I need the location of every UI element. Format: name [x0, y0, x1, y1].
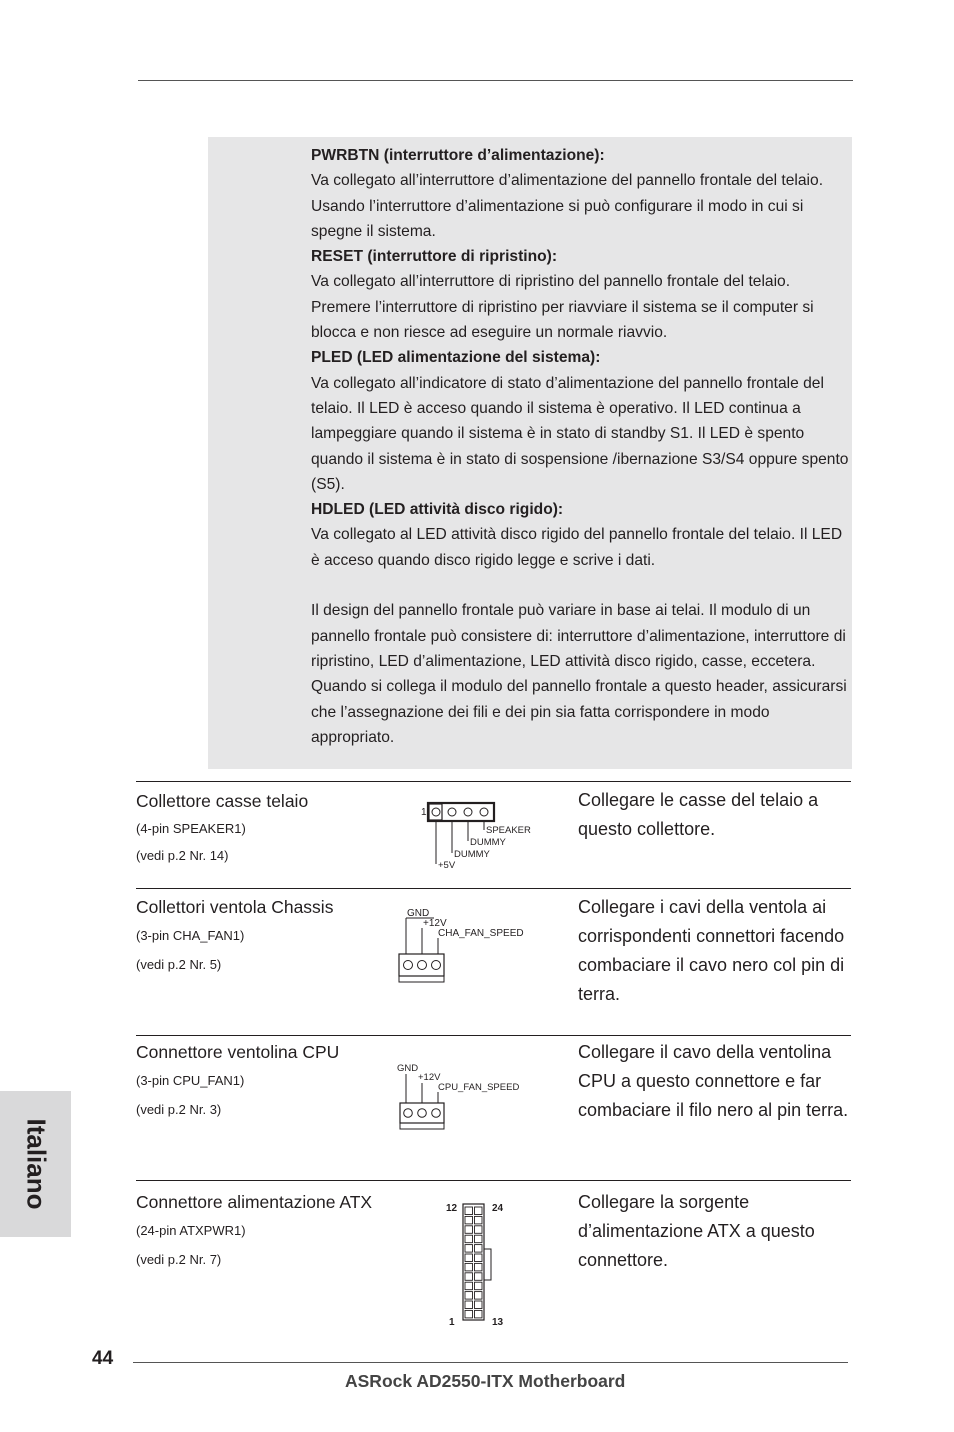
atx-pin — [465, 1207, 473, 1215]
spacer — [311, 573, 851, 598]
cpu-fan-title: Connettore ventolina CPU — [136, 1042, 340, 1062]
atx-pin — [475, 1273, 483, 1281]
atx-pin — [475, 1226, 483, 1234]
chassis-fan-pins: (3-pin CHA_FAN1) — [136, 928, 245, 943]
speaker-header-pins: (4-pin SPEAKER1) — [136, 821, 246, 836]
pin-24-label: 24 — [492, 1203, 504, 1214]
atx-pin — [475, 1282, 483, 1290]
row-divider — [136, 888, 851, 889]
pin-13-label: 13 — [492, 1317, 504, 1328]
atx-power-title: Connettore alimentazione ATX — [136, 1192, 373, 1212]
pled-text: Va collegato all’indicatore di stato d’alimentazione del pannello frontale del telaio. Il LED è acceso quando il sistema è operativo. Il LED continua a lampeggiare quando il sistema è in stato di standby S1. Il LED è spento quando il sistema è in stato di sospensione /ibernazione S3/S4 oppure spento (S5). — [311, 374, 849, 493]
atx-pin — [465, 1263, 473, 1271]
speaker-header-ref: (vedi p.2 Nr. 14) — [136, 848, 229, 863]
front-panel-info-text — [311, 143, 851, 750]
chassis-fan-ref: (vedi p.2 Nr. 5) — [136, 957, 222, 972]
pin-1-label: 1 — [449, 1317, 455, 1328]
atx-pin — [475, 1207, 483, 1215]
atx-pin-grid — [465, 1207, 482, 1318]
atx-pin — [465, 1254, 473, 1262]
row-divider — [136, 1180, 851, 1181]
speaker-header-title: Collettore casse telaio — [136, 791, 309, 811]
dummy-pin-label-2: DUMMY — [454, 849, 490, 860]
dummy-pin-label: DUMMY — [470, 837, 506, 848]
pwrbtn-text: Va collegato all’interruttore d’alimentazione del pannello frontale del telaio. Usando l’interruttore d’alimentazione si può configurare il modo in cui si spegne il sistema. — [311, 172, 824, 240]
atx-pin — [465, 1226, 473, 1234]
design-note: Il design del pannello frontale può variare in base ai telai. Il modulo di un pannello frontale può consistere di: interruttore d’alimentazione, interruttore di ripristino, LED d’alimentazione, LED attività disco rigido, casse, eccetera. Quando si collega il modulo del pannello frontale a questo header, assicurarsi che l’assegnazione dei fili e dei pin sia fatta corrispondere in modo appropriato. — [311, 602, 847, 746]
pwrbtn-heading: PWRBTN (interruttore d’alimentazione): — [311, 147, 605, 164]
12v-pin-label: +12V — [423, 918, 447, 929]
atx-pin — [475, 1263, 483, 1271]
chassis-fan-description: Collegare i cavi della ventola ai corrispondenti connettori facendo combaciare il cavo nero col pin di terra. — [578, 897, 845, 1004]
reset-heading: RESET (interruttore di ripristino): — [311, 248, 558, 266]
atx-pin — [475, 1292, 483, 1300]
atx-pin — [465, 1235, 473, 1243]
speaker-header-description: Collegare le casse del telaio a questo collettore. — [578, 790, 819, 839]
cpu-fan-ref: (vedi p.2 Nr. 3) — [136, 1102, 222, 1117]
atx-pin — [475, 1245, 483, 1253]
cpu-fan-diagram — [396, 1059, 536, 1133]
gnd-pin-label: GND — [407, 908, 430, 919]
atx-pin — [465, 1292, 473, 1300]
atx-pin — [475, 1254, 483, 1262]
atx-power-pins: (24-pin ATXPWR1) — [136, 1223, 246, 1238]
page-number: 44 — [92, 1348, 114, 1369]
cpu-fan-pins: (3-pin CPU_FAN1) — [136, 1073, 245, 1088]
atx-pin — [465, 1216, 473, 1224]
chassis-fan-diagram — [396, 904, 536, 986]
5v-pin-label: +5V — [438, 860, 456, 871]
atx-power-diagram — [440, 1196, 520, 1332]
atx-pin — [465, 1245, 473, 1253]
gnd-pin-label: GND — [397, 1063, 419, 1074]
fan-speed-pin-label: CHA_FAN_SPEED — [438, 928, 524, 939]
top-rule — [138, 80, 853, 81]
atx-pin — [465, 1310, 473, 1318]
language-tab — [0, 1091, 71, 1237]
atx-power-description: Collegare la sorgente d’alimentazione ATX a questo connettore. — [578, 1192, 815, 1270]
footer-title: ASRock AD2550-ITX Motherboard — [345, 1371, 626, 1391]
atx-pin — [465, 1273, 473, 1281]
bottom-rule — [133, 1362, 848, 1363]
pin-12-label: 12 — [446, 1203, 458, 1214]
language-tab-label: Italiano — [21, 1118, 51, 1210]
speaker-header-diagram — [418, 800, 536, 872]
hdled-heading: HDLED (LED attività disco rigido): — [311, 501, 564, 519]
hdled-text: Va collegato al LED attività disco rigido del pannello frontale del telaio. Il LED è acceso quando disco rigido legge e scrive i dati. — [311, 526, 843, 569]
pled-heading: PLED (LED alimentazione del sistema): — [311, 349, 601, 367]
reset-text: Va collegato all’interruttore di ripristino del pannello frontale del telaio. Premere l’interruttore di ripristino per riavviare il sistema se il computer si blocca e non riesce ad eseguire un normale riavvio. — [311, 273, 814, 342]
atx-power-ref: (vedi p.2 Nr. 7) — [136, 1252, 222, 1267]
atx-pin — [465, 1282, 473, 1290]
speaker-pin-label: SPEAKER — [486, 825, 531, 836]
row-divider — [136, 1035, 851, 1036]
row-divider — [136, 781, 851, 782]
12v-pin-label: +12V — [418, 1072, 441, 1083]
chassis-fan-title: Collettori ventola Chassis — [136, 897, 334, 917]
atx-pin — [475, 1216, 483, 1224]
cpu-fan-description: Collegare il cavo della ventolina CPU a questo connettore e far combaciare il filo nero al pin terra. — [578, 1042, 849, 1120]
atx-pin — [475, 1310, 483, 1318]
fan-speed-pin-label: CPU_FAN_SPEED — [438, 1082, 520, 1093]
pin1-label: 1 — [421, 807, 427, 818]
atx-pin — [475, 1301, 483, 1309]
atx-pin — [475, 1235, 483, 1243]
atx-pin — [465, 1301, 473, 1309]
